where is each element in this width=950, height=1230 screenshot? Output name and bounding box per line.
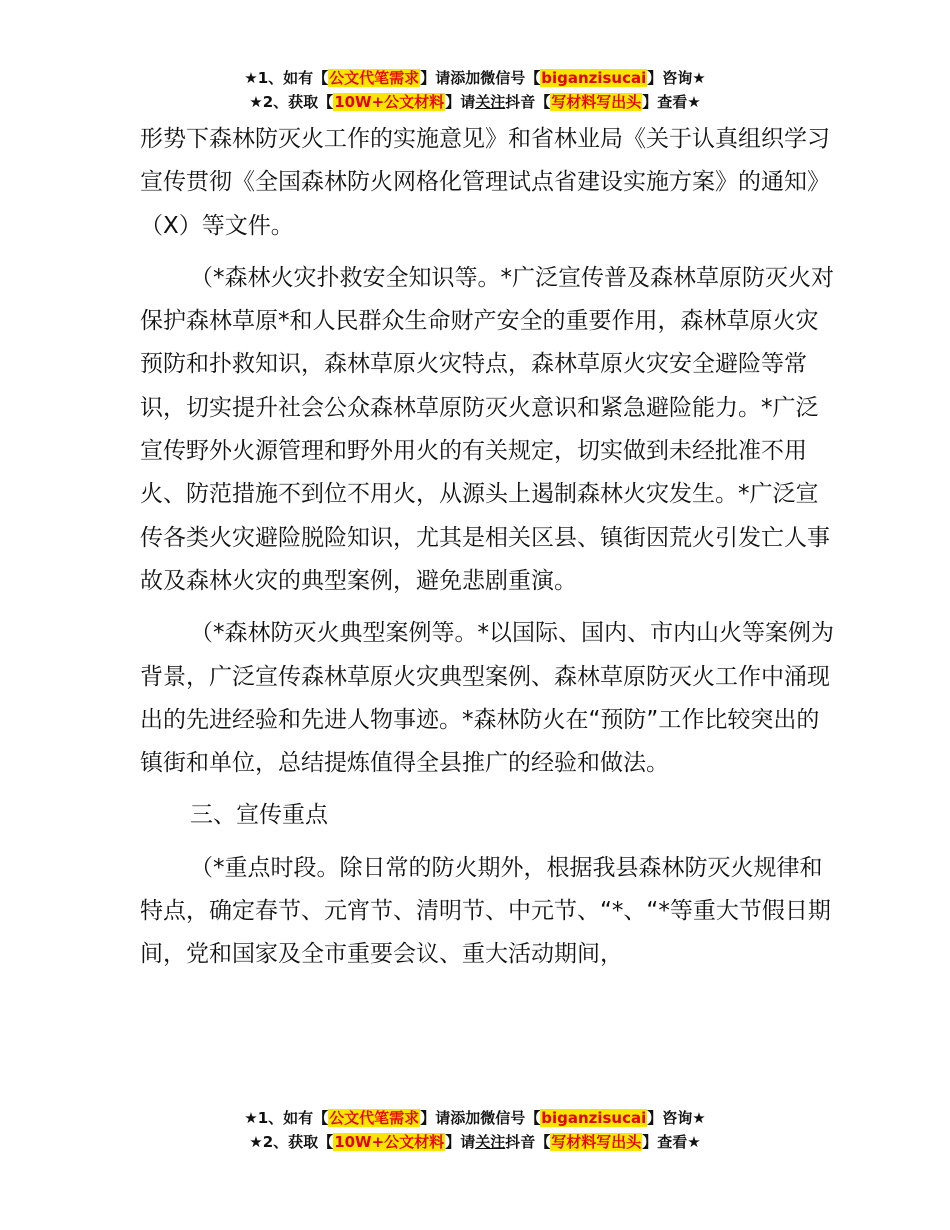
section-heading: 三、宣传重点 bbox=[190, 802, 328, 829]
follow-text: 关注 bbox=[475, 93, 506, 111]
banner-text: ★2、获取【 bbox=[249, 1133, 334, 1151]
paragraph: （*森林火灾扑救安全知识等。*广泛宣传普及森林草原防灭火对保护森林草原*和人民群众生命财产安全的重要作用，森林草原火灾预防和扑救知识，森林草原火灾特点，森林草原火灾安全避险等常识，切实提升社会公众森林草原防灭火意识和紧急避险能力。*广泛宣传野外火源管理和野外用火的有关规定，切实做到未经批准不用火、防范措施不到位不用火，从源头上遏制森林火灾发生。*广泛宣传各类火灾避险脱险知识，尤其是相关区县、镇街因荒火引发亡人事故及森林火灾的典型案例，避免悲剧重演。 bbox=[140, 264, 834, 594]
banner-line-2 bbox=[0, 90, 950, 114]
highlight-service: 公文代笔需求 bbox=[329, 69, 420, 87]
highlight-service: 公文代笔需求 bbox=[329, 1109, 420, 1127]
highlight-materials: 10W+公文材料 bbox=[334, 1133, 445, 1151]
banner-text: 】查看★ bbox=[642, 1133, 701, 1151]
banner-line-1 bbox=[0, 1106, 950, 1130]
paragraph: （*重点时段。除日常的防火期外，根据我县森林防灭火规律和特点，确定春节、元宵节、清明节、中元节、“*、“*等重大节假日期间，党和国家及全市重要会议、重大活动期间， bbox=[140, 854, 831, 968]
header-banner bbox=[0, 66, 950, 114]
footer-banner bbox=[0, 1106, 950, 1154]
highlight-wechat-id: biganzisucai bbox=[541, 69, 647, 87]
banner-text: ★2、获取【 bbox=[249, 93, 334, 111]
banner-text: 】咨询★ bbox=[647, 1109, 706, 1127]
banner-text: ★1、如有【 bbox=[244, 69, 329, 87]
document-body bbox=[140, 118, 840, 977]
highlight-douyin-account: 写材料写出头 bbox=[551, 93, 642, 111]
paragraph: （*森林防灭火典型案例等。*以国际、国内、市内山火等案例为背景，广泛宣传森林草原火灾典型案例、森林草原防灭火工作中涌现出的先进经验和先进人物事迹。*森林防火在“预防”工作比较突出的镇街和单位，总结提炼值得全县推广的经验和做法。 bbox=[140, 620, 834, 777]
banner-line-2 bbox=[0, 1130, 950, 1154]
banner-text: 】查看★ bbox=[642, 93, 701, 111]
banner-text: 】咨询★ bbox=[647, 69, 706, 87]
banner-text: 抖音【 bbox=[505, 1133, 551, 1151]
paragraph: 形势下森林防灭火工作的实施意见》和省林业局《关于认真组织学习宣传贯彻《全国森林防火网格化管理试点省建设实施方案》的通知》（X）等文件。 bbox=[140, 126, 830, 239]
highlight-materials: 10W+公文材料 bbox=[334, 93, 445, 111]
banner-text: 】请 bbox=[445, 93, 476, 111]
banner-text: 】请添加微信号【 bbox=[420, 69, 541, 87]
highlight-wechat-id: biganzisucai bbox=[541, 1109, 647, 1127]
banner-text: 抖音【 bbox=[505, 93, 551, 111]
follow-text: 关注 bbox=[475, 1133, 506, 1151]
banner-text: ★1、如有【 bbox=[244, 1109, 329, 1127]
banner-text: 】请 bbox=[445, 1133, 476, 1151]
banner-line-1 bbox=[0, 66, 950, 90]
banner-text: 】请添加微信号【 bbox=[420, 1109, 541, 1127]
highlight-douyin-account: 写材料写出头 bbox=[551, 1133, 642, 1151]
